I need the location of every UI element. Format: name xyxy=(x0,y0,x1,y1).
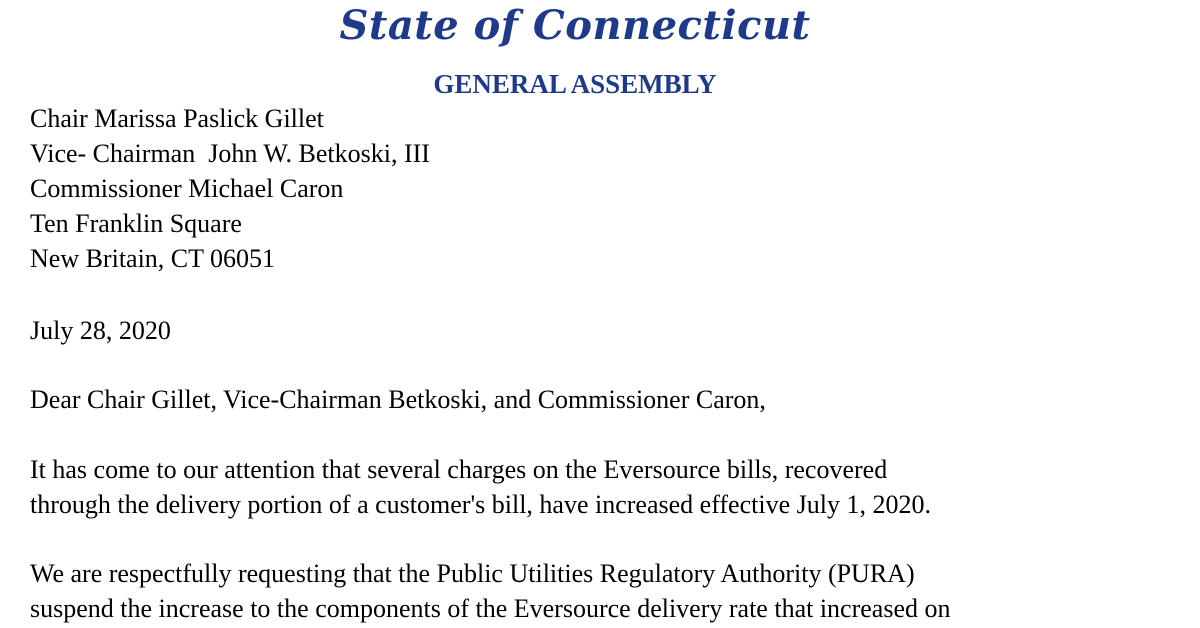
recipient-address-block xyxy=(30,101,430,276)
letterhead-general-assembly: GENERAL ASSEMBLY xyxy=(433,69,717,99)
letterhead-state-title: State of Connecticut xyxy=(339,2,811,49)
paragraph-1-line-2: through the delivery portion of a customer's bill, have increased effective July 1, 2020. xyxy=(30,490,931,519)
paragraph-2-line-1: We are respectfully requesting that the Public Utilities Regulatory Authority (PURA) xyxy=(30,559,915,588)
body-paragraph-2 xyxy=(30,556,951,626)
letter-salutation: Dear Chair Gillet, Vice-Chairman Betkoski, and Commissioner Caron, xyxy=(30,385,766,414)
paragraph-1-line-1: It has come to our attention that several charges on the Eversource bills, recovered xyxy=(30,455,888,484)
recipient-line-vice-chairman: Vice- Chairman John W. Betkoski, III xyxy=(30,139,430,168)
recipient-line-chair: Chair Marissa Paslick Gillet xyxy=(30,104,324,133)
recipient-line-commissioner: Commissioner Michael Caron xyxy=(30,174,344,203)
paragraph-2-line-2: suspend the increase to the components of the Eversource delivery rate that increased on xyxy=(30,594,951,623)
recipient-line-city: New Britain, CT 06051 xyxy=(30,244,276,273)
recipient-line-street: Ten Franklin Square xyxy=(30,209,242,238)
letter-date: July 28, 2020 xyxy=(30,316,171,345)
body-paragraph-1 xyxy=(30,452,931,522)
